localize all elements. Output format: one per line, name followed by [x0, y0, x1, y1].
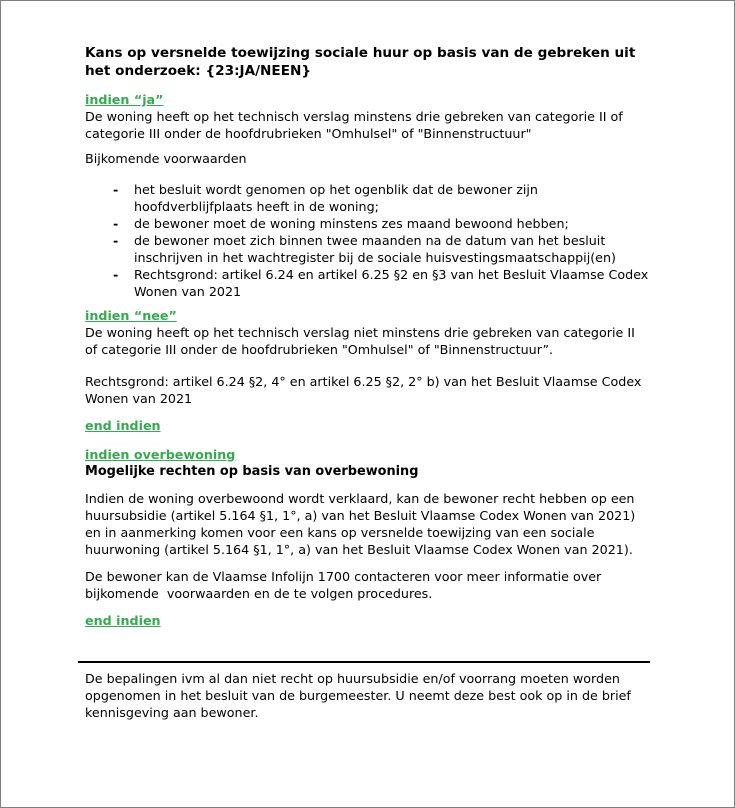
conditions-list [85, 181, 650, 300]
document-content [85, 45, 650, 721]
dash-marker: - [113, 216, 119, 231]
end-indien-marker-1[interactable]: end indien [85, 418, 161, 433]
dash-marker: - [113, 182, 119, 197]
bijkomende-voorwaarden-label: Bijkomende voorwaarden [85, 151, 247, 166]
indien-ja-intro: De woning heeft op het technisch verslag minstens drie gebreken van categorie II of categorie III onder de hoofdrubrieken "Omhulsel" of "Binnenstructuur" [85, 109, 627, 141]
list-item [113, 266, 650, 300]
bullet-text: het besluit wordt genomen op het ogenblik dat de bewoner zijn hoofdverblijfplaats heeft in de woning; [134, 182, 538, 214]
bullet-text: Rechtsgrond: artikel 6.24 en artikel 6.25 §2 en §3 van het Besluit Vlaamse Codex Wonen van 2021 [134, 267, 649, 299]
list-item [113, 181, 650, 215]
rechtsgrond-paragraph: Rechtsgrond: artikel 6.24 §2, 4° en artikel 6.25 §2, 2° b) van het Besluit Vlaamse Codex Wonen van 2021 [85, 374, 646, 406]
overbewoning-paragraph-1: Indien de woning overbewoond wordt verklaard, kan de bewoner recht hebben op een huursubsidie (artikel 5.164 §1, 1°, a) van het Besluit Vlaamse Codex Wonen van 2021) en in aanmerking komen voor een kans op versnelde toewijzing van een sociale huurwoning (artikel 5.164 §1, 1°, a) van het Besluit Vlaamse Codex Wonen van 2021). [85, 491, 640, 557]
dash-marker: - [113, 267, 119, 282]
indien-overbewoning-marker[interactable]: indien overbewoning [85, 447, 236, 462]
indien-nee-intro: De woning heeft op het technisch verslag niet minstens drie gebreken van categorie II of categorie III onder de hoofdrubrieken "Omhulsel" of "Binnenstructuur”. [85, 325, 639, 357]
bullet-text: de bewoner moet de woning minstens zes maand bewoond hebben; [134, 216, 569, 231]
overbewoning-paragraph-2: De bewoner kan de Vlaamse Infolijn 1700 contacteren voor meer informatie over bijkomende voorwaarden en de te volgen procedures. [85, 569, 606, 601]
end-indien-marker-2[interactable]: end indien [85, 613, 161, 628]
footer-note: De bepalingen ivm al dan niet recht op huursubsidie en/of voorrang moeten worden opgenomen in het besluit van de burgemeester. U neemt deze best ook op in de brief kennisgeving aan bewoner. [85, 671, 635, 720]
list-item [113, 232, 650, 266]
list-item [113, 215, 650, 232]
overbewoning-heading: Mogelijke rechten op basis van overbewoning [85, 464, 419, 479]
indien-ja-marker[interactable]: indien “ja” [85, 92, 164, 107]
separator-line [78, 661, 650, 663]
bullet-text: de bewoner moet zich binnen twee maanden na de datum van het besluit inschrijven in het wachtregister bij de sociale huisvestingsmaatschappij(en) [134, 233, 616, 265]
doc-title: Kans op versnelde toewijzing sociale huur op basis van de gebreken uit het onderzoek: {23:JA/NEEN} [85, 45, 636, 79]
dash-marker: - [113, 233, 119, 248]
indien-nee-marker[interactable]: indien “nee” [85, 308, 177, 323]
